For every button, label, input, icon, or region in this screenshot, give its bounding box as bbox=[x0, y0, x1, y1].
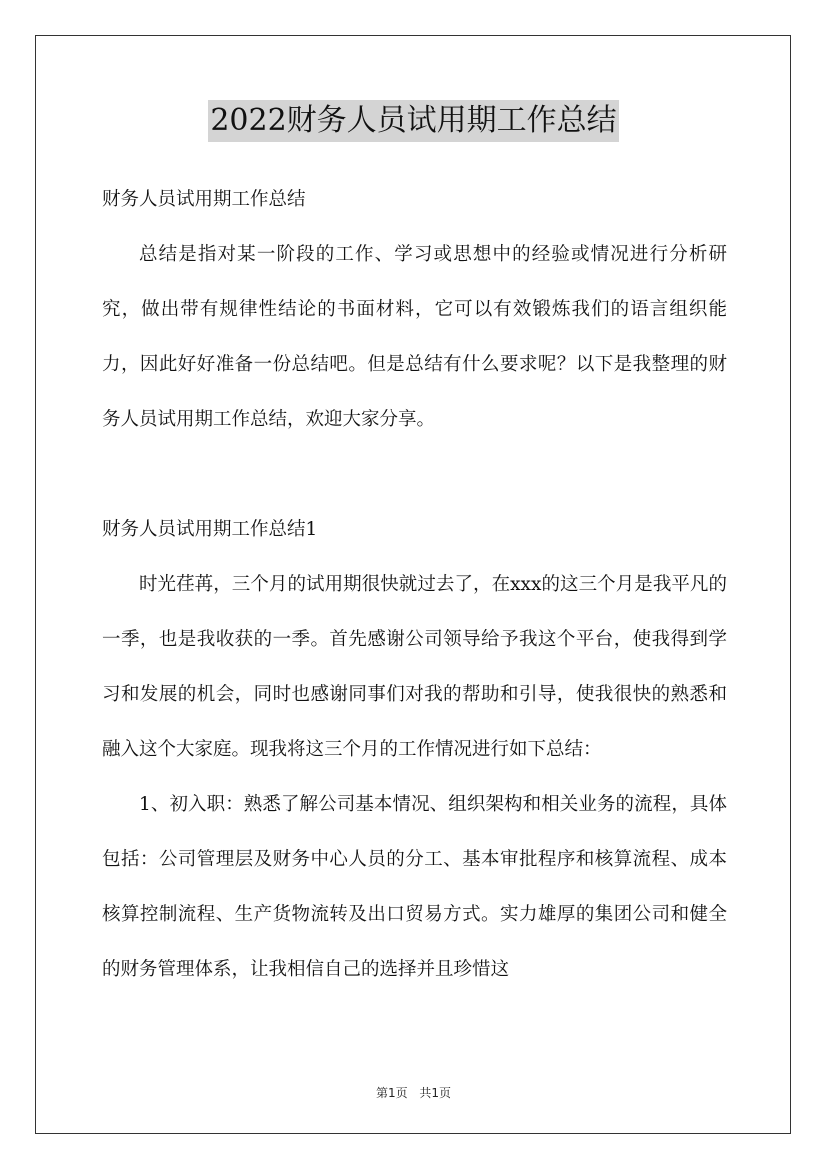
document-title: 2022财务人员试用期工作总结 bbox=[208, 100, 618, 142]
page-total: 共1页 bbox=[419, 1086, 452, 1100]
title-wrap bbox=[0, 100, 827, 142]
section-heading-1: 财务人员试用期工作总结1 bbox=[102, 519, 318, 540]
page-footer bbox=[0, 1084, 827, 1101]
paragraph-gap bbox=[102, 447, 727, 502]
section-heading-main: 财务人员试用期工作总结 bbox=[102, 189, 306, 210]
paragraph-2: 1、初入职：熟悉了解公司基本情况、组织架构和相关业务的流程，具体包括：公司管理层及财务中心人员的分工、基本审批程序和核算流程、成本核算控制流程、生产货物流转及出口贸易方式。实力雄厚的集团公司和健全的财务管理体系，让我相信自己的选择并且珍惜这 bbox=[102, 794, 727, 980]
document-body bbox=[102, 172, 727, 997]
intro-paragraph: 总结是指对某一阶段的工作、学习或思想中的经验或情况进行分析研究，做出带有规律性结论的书面材料，它可以有效锻炼我们的语言组织能力，因此好好准备一份总结吧。但是总结有什么要求呢？以下是我整理的财务人员试用期工作总结，欢迎大家分享。 bbox=[102, 244, 727, 430]
paragraph-1: 时光荏苒，三个月的试用期很快就过去了，在xxx的这三个月是我平凡的一季，也是我收获的一季。首先感谢公司领导给予我这个平台，使我得到学习和发展的机会，同时也感谢同事们对我的帮助和引导，使我很快的熟悉和融入这个大家庭。现我将这三个月的工作情况进行如下总结： bbox=[102, 574, 727, 760]
page-number: 第1页 bbox=[375, 1086, 408, 1100]
